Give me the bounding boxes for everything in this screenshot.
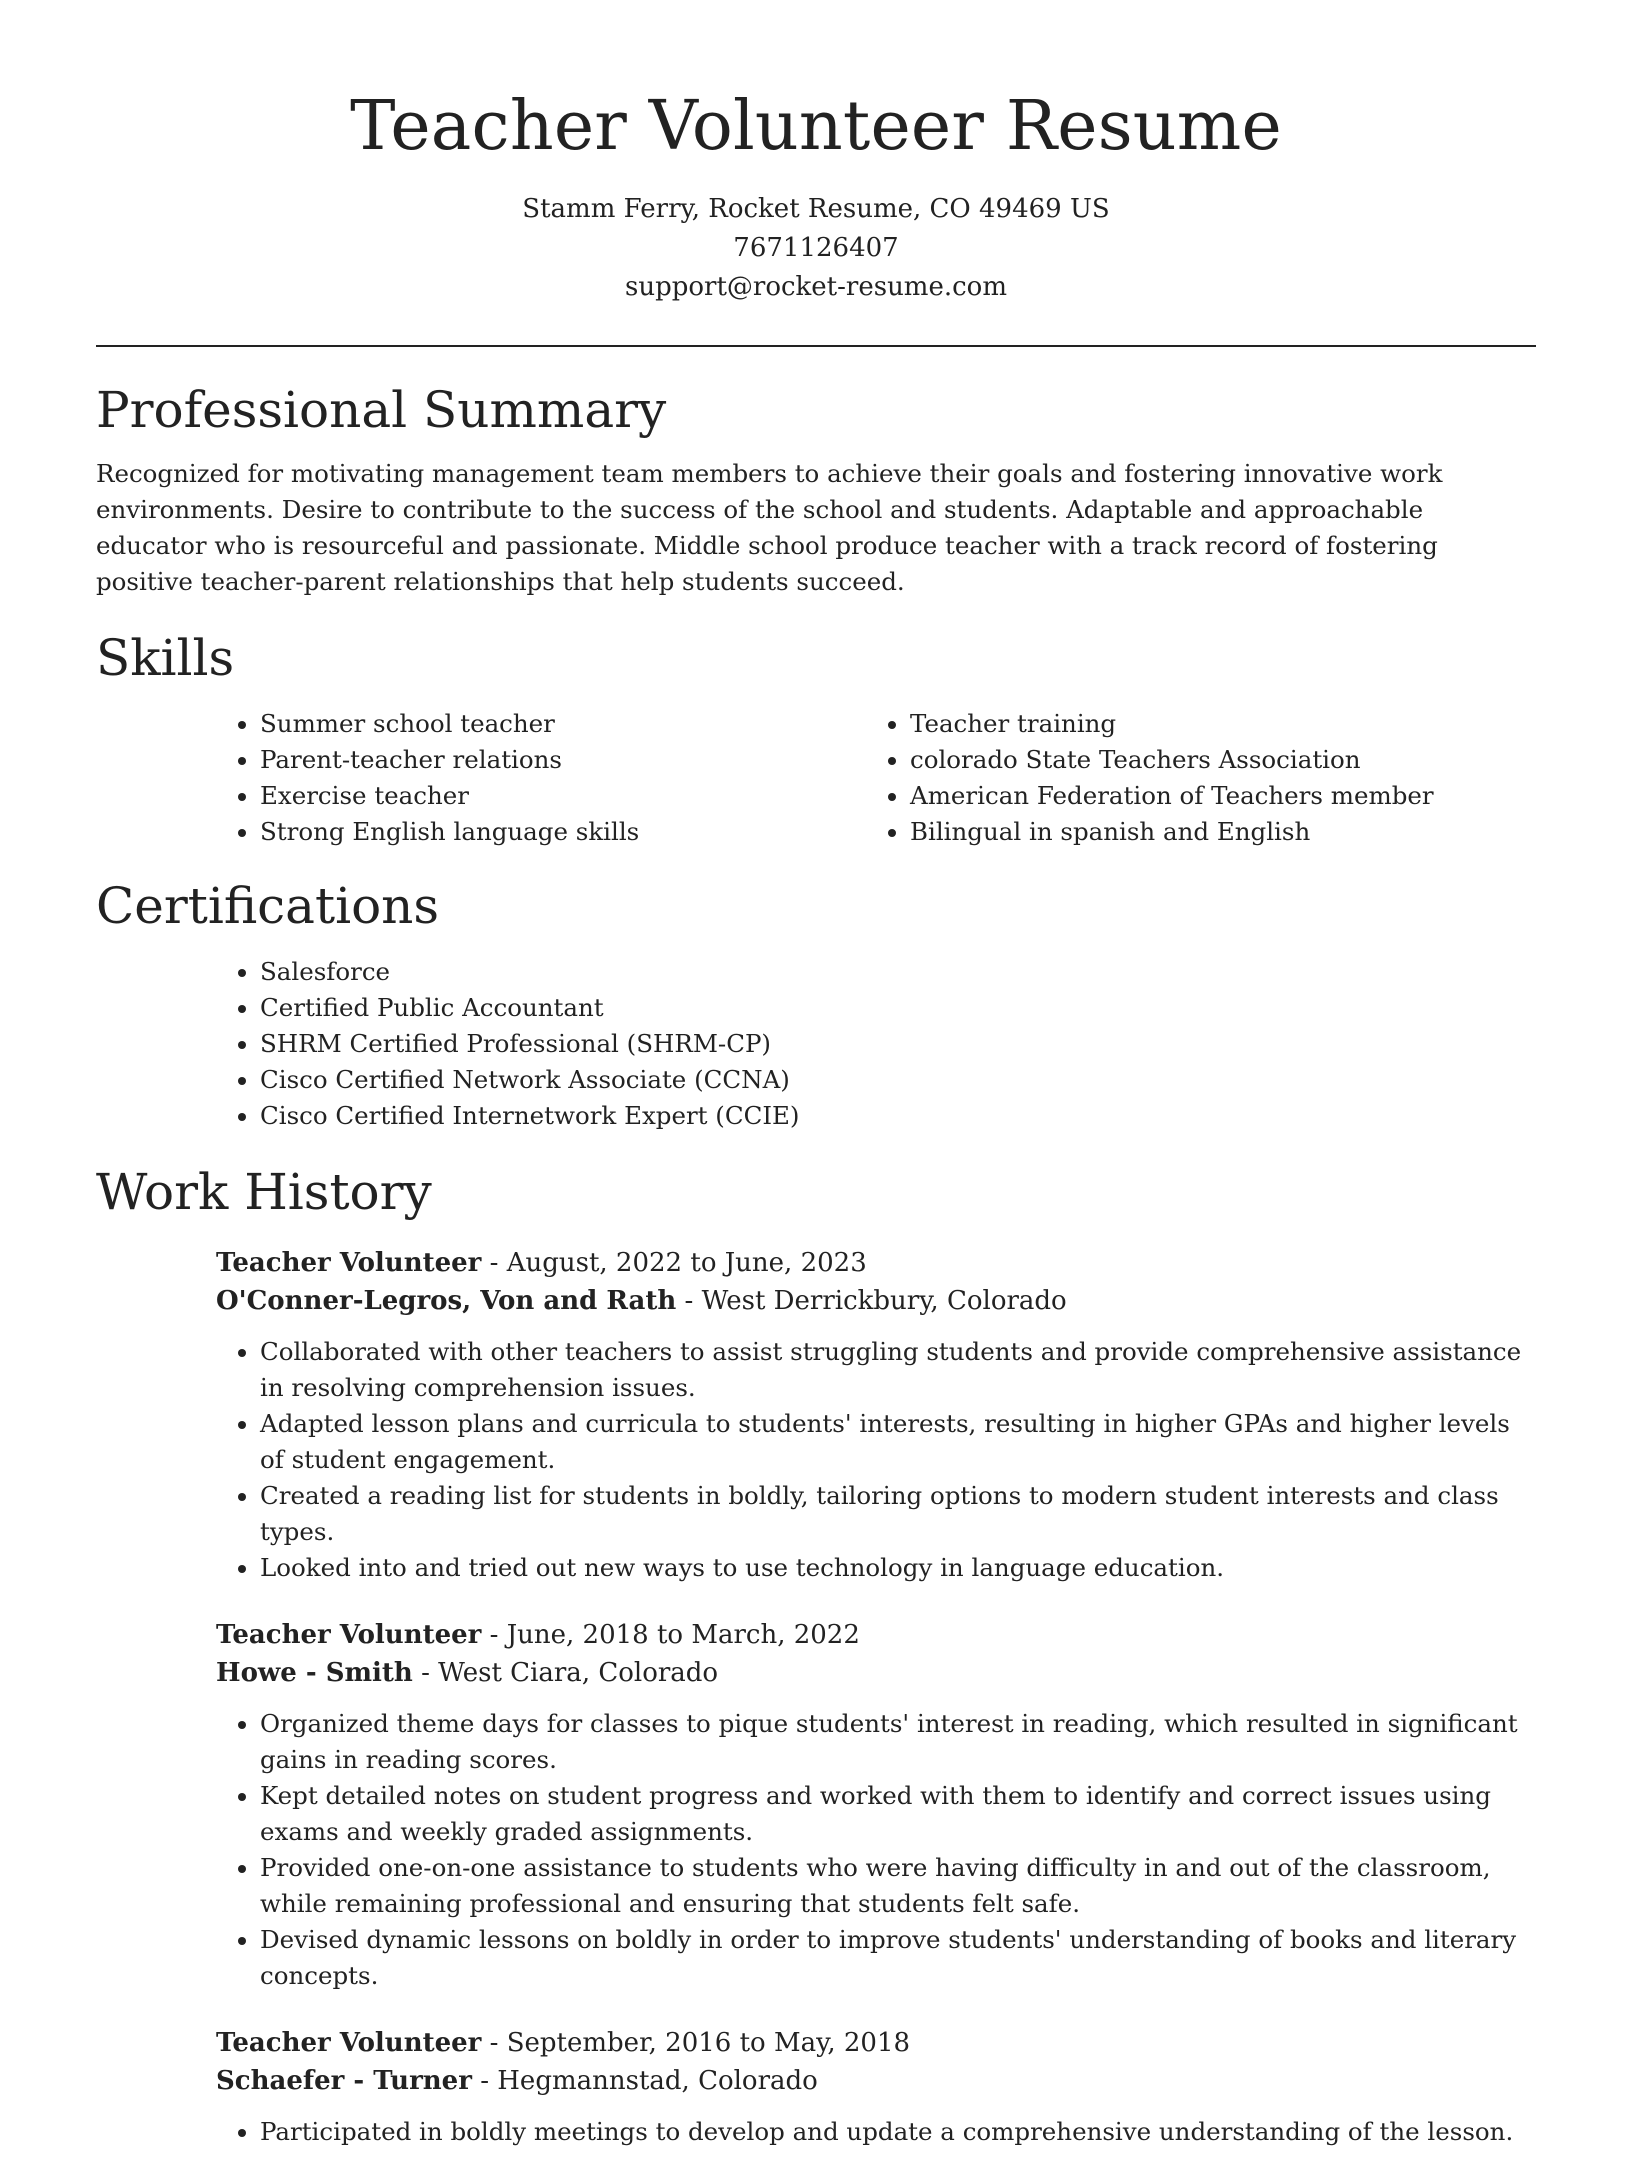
skill-item: • Bilingual in spanish and English: [910, 814, 1516, 850]
skills-list-right: [866, 706, 1516, 850]
job-dates: - June, 2018 to March, 2022: [481, 1620, 860, 1650]
job-company: O'Conner-Legros, Von and Rath: [216, 1286, 677, 1316]
skill-item: • colorado State Teachers Association: [910, 742, 1516, 778]
contact-email: support@rocket-resume.com: [624, 272, 1007, 302]
skills-heading: Skills: [96, 629, 235, 687]
job-bullet: • Participated in boldly meetings to develop and update a comprehensive understanding of the lesson.: [260, 2114, 1536, 2150]
certifications-section: [96, 876, 1536, 1134]
certifications-list: [216, 954, 1536, 1134]
job-company: Howe - Smith: [216, 1658, 413, 1688]
job-location: - Hegmannstad, Colorado: [471, 2066, 818, 2096]
job-company: Schaefer - Turner: [216, 2066, 472, 2096]
job-bullet: • Looked into and tried out new ways to use technology in language education.: [260, 1550, 1536, 1586]
header-divider: [96, 345, 1536, 347]
skill-item: • Summer school teacher: [260, 706, 866, 742]
work-history-heading: Work History: [96, 1163, 432, 1221]
job-role: Teacher Volunteer: [216, 1248, 482, 1278]
certification-item: • Certified Public Accountant: [260, 990, 1536, 1026]
job-entry: [216, 2024, 1536, 2150]
skills-column-left: [216, 706, 866, 850]
job-title-line: [216, 1616, 1536, 1654]
job-role: Teacher Volunteer: [216, 2028, 482, 2058]
job-entry: [216, 1244, 1536, 1586]
resume-header: [96, 0, 1536, 347]
job-bullet: • Collaborated with other teachers to assist struggling students and provide comprehensive assistance in resolving comprehension issues.: [260, 1334, 1536, 1406]
job-bullets: [96, 1334, 1536, 1586]
job-bullets: [96, 1706, 1536, 1994]
job-list: [216, 1244, 1536, 2150]
certification-item: • Cisco Certified Internetwork Expert (CCIE): [260, 1098, 1536, 1134]
certification-item: • SHRM Certified Professional (SHRM-CP): [260, 1026, 1536, 1062]
skill-item: • Strong English language skills: [260, 814, 866, 850]
job-company-line: [216, 1282, 1536, 1320]
skill-item: • Parent-teacher relations: [260, 742, 866, 778]
job-location: - West Ciara, Colorado: [412, 1658, 719, 1688]
skill-item: • American Federation of Teachers member: [910, 778, 1516, 814]
skill-item: • Exercise teacher: [260, 778, 866, 814]
job-company-line: [216, 2062, 1536, 2100]
resume-title: Teacher Volunteer Resume: [350, 87, 1282, 166]
work-history-section: [96, 1162, 1536, 2180]
skills-list-left: [216, 706, 866, 850]
certifications-heading: Certifications: [96, 877, 440, 935]
job-location: - West Derrickbury, Colorado: [676, 1286, 1067, 1316]
skills-columns: [216, 706, 1536, 850]
summary-heading: Professional Summary: [96, 381, 667, 439]
certification-item: • Cisco Certified Network Associate (CCNA): [260, 1062, 1536, 1098]
job-bullet: • Organized theme days for classes to pique students' interest in reading, which resulted in significant gains in reading scores.: [260, 1706, 1536, 1778]
contact-block: [96, 190, 1536, 307]
job-bullet: • Kept detailed notes on student progress and worked with them to identify and correct issues using exams and weekly graded assignments.: [260, 1778, 1536, 1850]
job-bullet: • Devised dynamic lessons on boldly in order to improve students' understanding of books and literary concepts.: [260, 1922, 1536, 1994]
job-role: Teacher Volunteer: [216, 1620, 482, 1650]
summary-section: [96, 380, 1536, 600]
job-dates: - August, 2022 to June, 2023: [481, 1248, 867, 1278]
skill-item: • Teacher training: [910, 706, 1516, 742]
job-bullets: [96, 2114, 1536, 2150]
skills-section: [96, 628, 1536, 850]
contact-phone: 7671126407: [733, 233, 899, 263]
contact-address: Stamm Ferry, Rocket Resume, CO 49469 US: [522, 194, 1110, 224]
resume-page: [96, 0, 1536, 2146]
job-company-line: [216, 1654, 1536, 1692]
job-bullet: • Created a reading list for students in boldly, tailoring options to modern student interests and class types.: [260, 1478, 1536, 1550]
job-title-line: [216, 2024, 1536, 2062]
summary-text: Recognized for motivating management team members to achieve their goals and fostering innovative work environments. Desire to contribute to the success of the school and students. Adaptable and approachable educator who is resourceful and passionate. Middle school produce teacher with a track record of fostering positive teacher-parent relationships that help students succeed.: [96, 459, 1443, 596]
job-bullet: • Adapted lesson plans and curricula to students' interests, resulting in higher GPAs and higher levels of student engagement.: [260, 1406, 1536, 1478]
skills-column-right: [866, 706, 1516, 850]
job-bullet: • Provided one-on-one assistance to students who were having difficulty in and out of the classroom, while remaining professional and ensuring that students felt safe.: [260, 1850, 1536, 1922]
job-entry: [216, 1616, 1536, 1994]
job-title-line: [216, 1244, 1536, 1282]
job-dates: - September, 2016 to May, 2018: [481, 2028, 911, 2058]
certification-item: • Salesforce: [260, 954, 1536, 990]
